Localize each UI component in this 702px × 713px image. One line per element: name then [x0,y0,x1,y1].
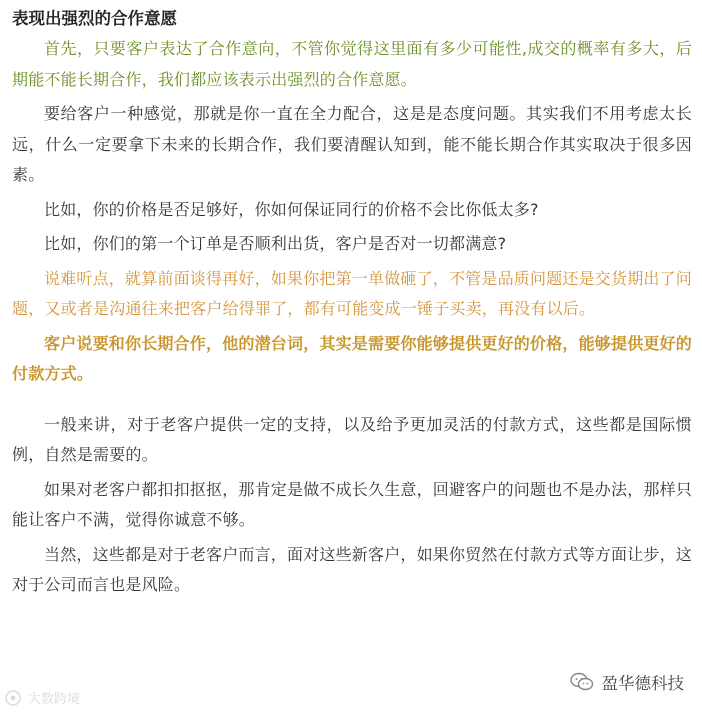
watermark-logo-icon [4,689,24,707]
watermark-text: 大数跨境 [28,692,81,707]
paragraph-warning: 说难听点，就算前面谈得再好，如果你把第一单做砸了，不管是品质问题还是交货期出了问题，又或者是沟通往来把客户给得罪了，都有可能变成一锤子买卖，再没有以后。 [12,268,693,318]
article-heading: 表现出强烈的合作意愿 [12,9,177,28]
article [12,6,692,605]
paragraph-spacer [12,394,692,410]
paragraph-intro: 首先，只要客户表达了合作意向，不管你觉得这里面有多少可能性,成交的概率有多大，后期能不能长期合作，我们都应该表示出强烈的合作意愿。 [12,39,692,89]
paragraph-international-practice: 一般来讲，对于老客户提供一定的支持，以及给予更加灵活的付款方式，这些都是国际惯例，自然是需要的。 [12,414,692,464]
wechat-account-tag [570,670,685,694]
wechat-icon [570,672,594,692]
paragraph-attitude: 要给客户一种感觉，那就是你一直在全力配合，这是是态度问题。其实我们不用考虑太长远，什么一定要拿下未来的长期合作，我们要清醒认知到，能不能长期合作其实取决于很多因素。 [12,104,692,184]
paragraph-order-question: 比如，你们的第一个订单是否顺利出货，客户是否对一切都满意? [44,234,507,253]
wechat-account-name: 盈华德科技 [601,674,684,693]
watermark [4,688,80,707]
paragraph-subtext-highlight: 客户说要和你长期合作，他的潜台词，其实是需要你能够提供更好的价格，能够提供更好的付款方式。 [12,333,693,383]
paragraph-stingy-warning: 如果对老客户都扣扣抠抠，那肯定是做不成长久生意，回避客户的问题也不是办法，那样只能让客户不满，觉得你诚意不够。 [12,479,693,529]
paragraph-new-customer-risk: 当然，这些都是对于老客户而言，面对这些新客户，如果你贸然在付款方式等方面让步，这对于公司而言也是风险。 [12,544,693,594]
paragraph-price-question: 比如，你的价格是否足够好，你如何保证同行的价格不会比你低太多? [44,199,539,219]
